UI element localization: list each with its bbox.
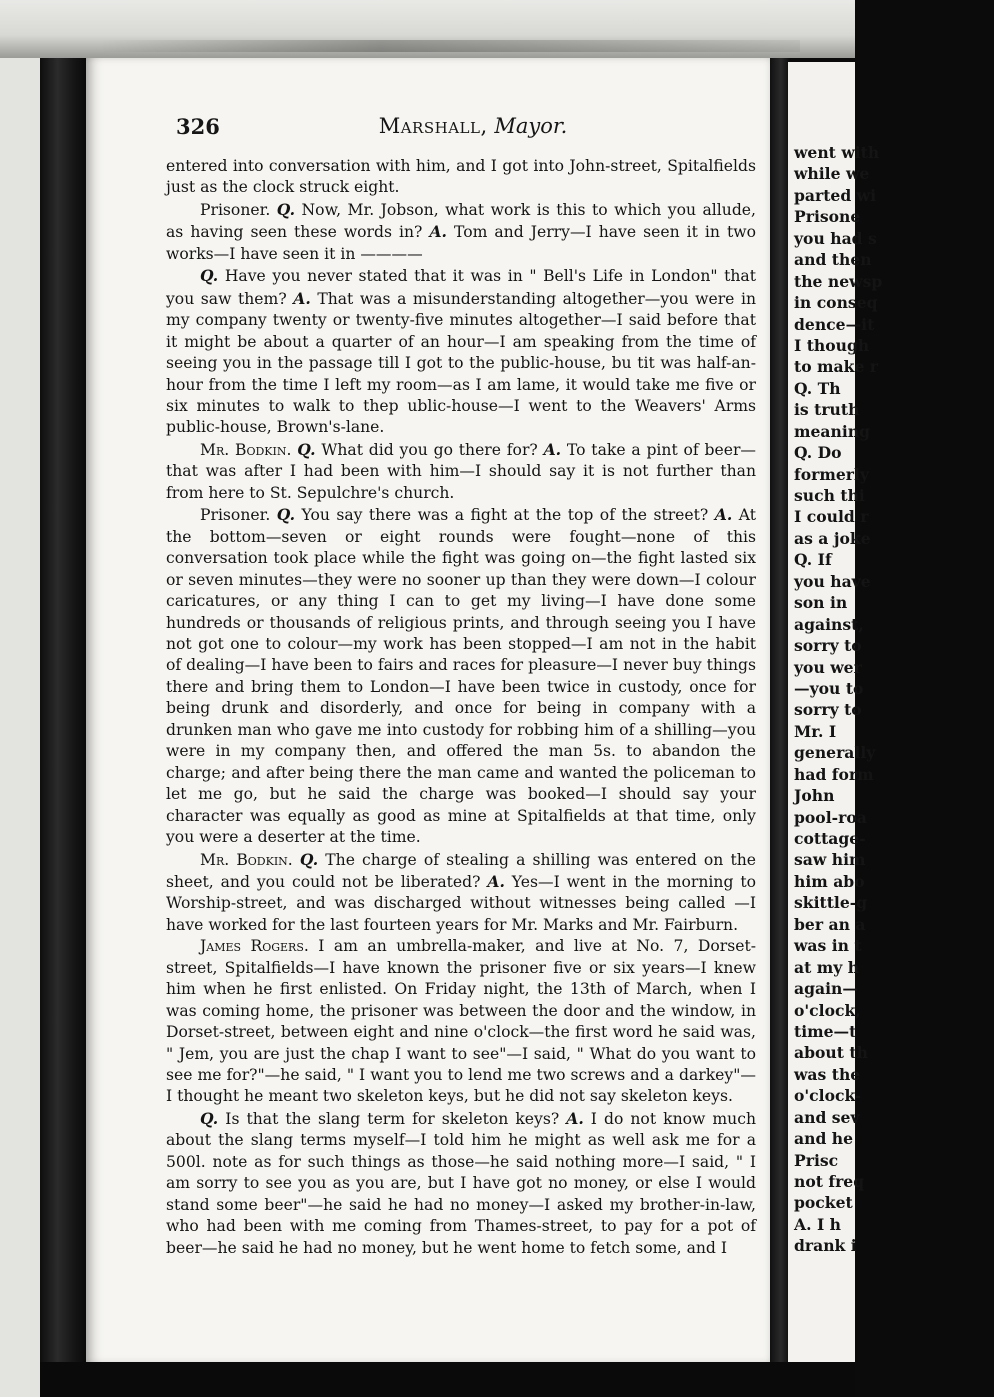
paragraph bbox=[166, 199, 756, 265]
facing-page-line: generally bbox=[794, 743, 876, 763]
facing-page-line: Prisone bbox=[794, 207, 861, 227]
text-run: some beer"—he said he had no money—I asked my brother-in-law, who had been with me coming from Thames-street, to pay for a pot of beer—he said he had no money, but he went home to fetch some, and I bbox=[166, 1195, 756, 1257]
facing-page-line: you wer bbox=[794, 657, 862, 677]
text-run: I do not know much about the slang terms myself—I told him he might as well ask me for a 500l. note as for such things as those—he said nothing more—I said, " I am sorry to see you as you are, but I have got no money, or else I would bbox=[166, 1109, 756, 1193]
facing-page-line: was in t bbox=[794, 936, 862, 956]
facing-page-line: cottage- bbox=[794, 829, 866, 848]
text-run: You say there was a fight at the top of the street? bbox=[295, 506, 715, 525]
facing-page-line: John bbox=[794, 786, 835, 806]
facing-page-line: I though bbox=[794, 335, 870, 355]
book-spine bbox=[40, 58, 90, 1378]
facing-page-line: Q. Th bbox=[794, 378, 841, 398]
text-run: A. bbox=[714, 505, 733, 525]
text-run: Q. bbox=[276, 505, 296, 525]
facing-page-line: time—t bbox=[794, 1021, 857, 1041]
paragraph bbox=[166, 849, 756, 937]
paragraph bbox=[166, 1108, 756, 1259]
facing-page-line: and he bbox=[794, 1129, 854, 1149]
text-run: Q. bbox=[297, 439, 316, 459]
text-run: Q. bbox=[276, 199, 296, 219]
text-run: Have you never stated that it was in " Bell's Life in London" that you saw them? bbox=[166, 267, 756, 308]
text-run: chap bbox=[351, 1044, 390, 1063]
facing-page-line: —you to bbox=[794, 678, 864, 698]
facing-page-line: formerly bbox=[794, 464, 869, 484]
facing-page-line: saw him bbox=[794, 850, 866, 870]
body-text bbox=[166, 156, 756, 1259]
facing-page-line: and then bbox=[794, 250, 872, 270]
text-run: Mr. Bodkin. bbox=[200, 850, 293, 869]
text-run: Q. bbox=[200, 1108, 219, 1128]
text-run: That was a misunderstanding altogether—you were in my company twenty or twenty-five minutes altogether—I said before that it might be about a quarter of an hour—I am speaking from the time of seeing you in the passage till I got to the public-house, bu tit was half-an-hour from the time I left my room—as I am lame, it would take me five or six minutes to walk to thep ublic-house—I went to the Weavers' Arms public-house, Brown's-lane. bbox=[166, 289, 756, 437]
text-run: A. bbox=[543, 439, 562, 459]
text-run: To take a pint of beer—that was after I had been with him—I should say it is not further than from here to St. Sepulchre's church. bbox=[166, 440, 756, 502]
facing-page-line: Prisc bbox=[794, 1150, 839, 1170]
facing-page-line: while we bbox=[794, 164, 870, 184]
text-run: At the bottom—seven or eight rounds were fought—none of this conversation took place while the fight was going on—the fight lasted six or seven minutes—they were no sooner up than they were down—I colour caricatures, or any thing I can to get my living—I have done some hundreds or thousands of religious prints, and through seeing you I have not got one to colour—my work has been stopped—I am not in the habit of dealing—I have been to fairs and races for pleasure—I never buy things there and bring them to London—I have been twice in custody, once for being drunk and disorderly, and once for being in company with a drunken man who gave me into custody for robbing him of a shilling—you were in my company then, and offered the man 5s. to abandon the charge; and after being there the man came and wanted the policeman to let me go, but he said the charge was booked—I should say your character was equally as good as mine at Spitalfields at that time, only you were a deserter at the time. bbox=[166, 506, 756, 847]
text-run: Mr. Bodkin. bbox=[200, 440, 292, 459]
facing-page-line: pocket bbox=[794, 1193, 853, 1213]
paragraph bbox=[166, 156, 756, 199]
text-run: What did you go there for? bbox=[315, 440, 544, 459]
text-run: —I have seen it in two works—I have seen it in ———— bbox=[166, 223, 756, 263]
facing-page-line: meaning bbox=[794, 421, 871, 441]
text-run: I am an umbrella-maker, and live at No. 7, Dorset-street, Spitalfields—I have known the prisoner five or six years—I knew him when he first enlisted. On Friday night, the 13th of March, when I was coming home, the prisoner was between the door and the window, in Dorset-street, between eight and nine o'clock—the first word he said was, " bbox=[166, 937, 756, 1063]
facing-page-line: Mr. I bbox=[794, 721, 837, 741]
text-run: A. bbox=[566, 1108, 584, 1128]
facing-page-line: o'clock, bbox=[794, 1000, 861, 1020]
text-run: screws bbox=[570, 1066, 626, 1085]
text-run: entered into conversation with him, and I got into John-street, Spitalfields just as the clock struck eight. bbox=[166, 157, 756, 197]
paragraph bbox=[166, 936, 756, 1108]
facing-page-line: is truth bbox=[794, 400, 860, 420]
text-run: and a bbox=[625, 1066, 679, 1085]
facing-page-line: you have bbox=[794, 571, 871, 591]
facing-page-line: you had s bbox=[794, 228, 877, 248]
text-run: Q. bbox=[299, 849, 319, 869]
facing-page-line: parted wi bbox=[794, 185, 877, 205]
page-header bbox=[176, 114, 770, 142]
text-run: The charge of stealing a shilling was entered on the sheet, and you could not be liberated? bbox=[166, 850, 756, 891]
text-run: Jem bbox=[178, 1044, 210, 1063]
facing-page-line: went with bbox=[794, 143, 880, 162]
text-run: A. bbox=[429, 222, 447, 242]
text-run: Prisoner. bbox=[200, 200, 271, 219]
facing-page-line: him abo bbox=[794, 871, 865, 891]
text-run: Now, Mr. Jobson, what work is this to which you allude, as having seen these words in? bbox=[166, 200, 756, 242]
text-run: A. bbox=[293, 288, 311, 308]
text-run: James Rogers. bbox=[200, 937, 309, 956]
facing-page-line: such thi bbox=[794, 486, 865, 505]
facing-page bbox=[788, 62, 883, 1362]
facing-page-line: pool-roa bbox=[794, 807, 867, 827]
facing-page-line: in conseq bbox=[794, 293, 878, 313]
book-gutter bbox=[770, 58, 790, 1368]
text-run: , you are just the bbox=[209, 1044, 352, 1063]
facing-page-line: to make r bbox=[794, 357, 879, 377]
facing-page-line: ber an a bbox=[794, 914, 866, 934]
text-run: stand bbox=[166, 1195, 210, 1214]
text-run: "—I thought he meant two skeleton keys, but he did not say skeleton keys. bbox=[166, 1066, 756, 1106]
facing-page-text bbox=[794, 142, 994, 1257]
facing-page-line: skittle-g bbox=[794, 893, 868, 913]
text-run: Q. bbox=[200, 266, 219, 286]
facing-page-line: son in bbox=[794, 593, 848, 613]
facing-page-line: the newsp bbox=[794, 271, 883, 291]
text-run: Is that the slang term for skeleton keys? bbox=[218, 1109, 567, 1128]
facing-page-line: as a joke bbox=[794, 528, 871, 548]
text-run: Yes—I went in the morning to Worship-street, and was discharged without witnesses being called —I have worked for the last fourteen years for Mr. Marks and Mr. Fairburn. bbox=[166, 872, 756, 934]
facing-page-line: sorry to bbox=[794, 636, 862, 656]
running-head-name: Marshall, bbox=[378, 114, 488, 138]
text-run bbox=[293, 851, 300, 869]
facing-page-line: again— bbox=[794, 979, 858, 999]
facing-page-line: Q. Do bbox=[794, 443, 842, 463]
facing-page-line: was the bbox=[794, 1064, 861, 1084]
facing-page-line: Q. If bbox=[794, 550, 832, 570]
text-run: darkey bbox=[678, 1066, 734, 1085]
paragraph bbox=[166, 265, 756, 439]
facing-page-line: about th bbox=[794, 1043, 868, 1063]
text-run: I want to see"—I said, " What do you want to see me for?"—he said, " I want you to lend me two bbox=[166, 1044, 756, 1085]
facing-page-line: and sev bbox=[794, 1107, 860, 1127]
scan-background-left bbox=[0, 58, 40, 1397]
scan-background-top bbox=[0, 0, 855, 58]
page-number: 326 bbox=[176, 114, 220, 139]
facing-page-line: had form bbox=[794, 764, 874, 784]
facing-page-line: drank i bbox=[794, 1236, 857, 1256]
scan-background-bottom bbox=[40, 1362, 855, 1397]
paragraph bbox=[166, 439, 756, 504]
facing-page-line: dence—it bbox=[794, 314, 875, 334]
running-head-office: Mayor. bbox=[494, 114, 568, 138]
page-fold-shadow bbox=[100, 40, 800, 52]
facing-page-line: against, bbox=[794, 614, 864, 634]
facing-page-line: I could r bbox=[794, 507, 869, 527]
facing-page-line: o'clock- bbox=[794, 1086, 862, 1106]
text-run: Tom and Jerry bbox=[454, 223, 570, 242]
facing-page-line: A. I h bbox=[794, 1214, 842, 1234]
text-run bbox=[447, 223, 454, 241]
facing-page-line: not freq bbox=[794, 1172, 865, 1191]
paragraph bbox=[166, 504, 756, 848]
facing-page-line: at my h bbox=[794, 957, 860, 977]
running-head bbox=[176, 114, 770, 138]
text-run: A. bbox=[487, 871, 505, 891]
text-run: Prisoner. bbox=[200, 506, 271, 525]
facing-page-line: sorry to bbox=[794, 700, 862, 720]
